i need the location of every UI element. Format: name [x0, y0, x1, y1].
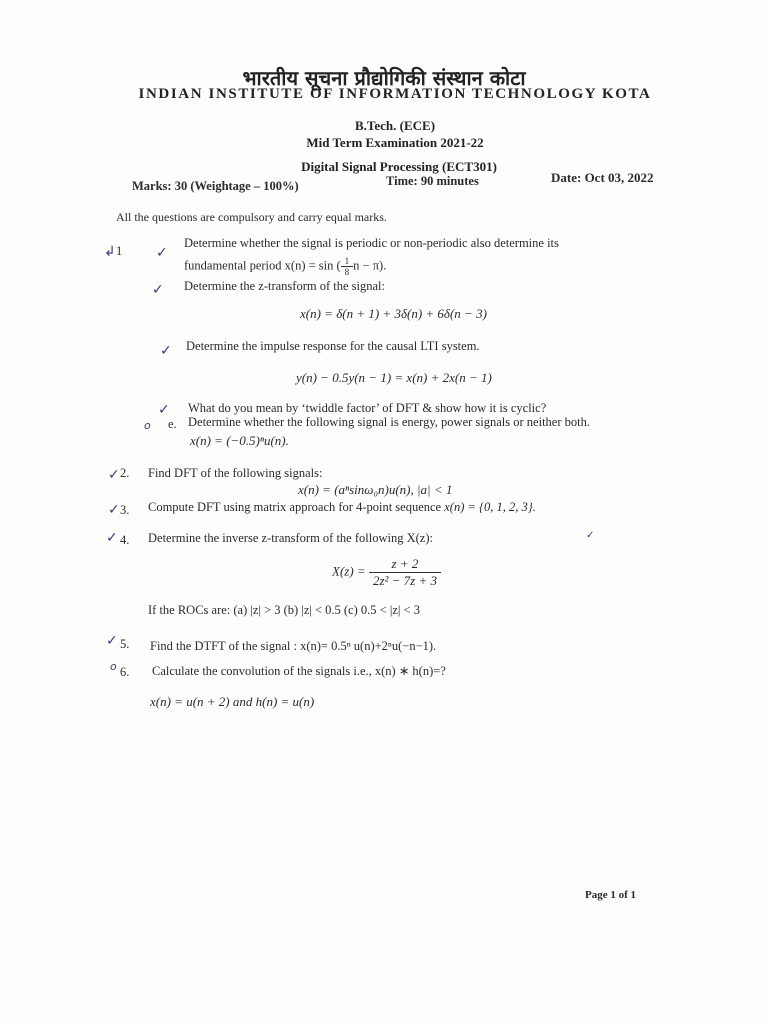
marks: Marks: 30 (Weightage – 100%)	[132, 179, 299, 193]
page-number: Page 1 of 1	[585, 889, 637, 901]
q2-text: Find DFT of the following signals:	[148, 466, 323, 480]
question-2-number: 2.	[120, 466, 130, 480]
q1c-equation: y(n) − 0.5y(n − 1) = x(n) + 2x(n − 1)	[296, 370, 492, 385]
instructions: All the questions are compulsory and carry equal marks.	[116, 210, 387, 224]
check-mark-icon: ✓	[108, 467, 120, 483]
question-3-number: 3.	[120, 503, 130, 517]
q5-text: Find the DTFT of the signal : x(n)= 0.5ⁿ u(n)+2ⁿu(−n−1).	[150, 639, 437, 653]
q1d-text: What do you mean by ‘twiddle factor’ of DFT & show how it is cyclic?	[188, 401, 547, 415]
hindi-title: भारतीय सूचना प्रौद्योगिकी संस्थान कोटा	[242, 66, 526, 90]
question-1-number: 1	[116, 244, 123, 258]
question-4-number: 4.	[120, 533, 130, 547]
q1b-equation: x(n) = δ(n + 1) + 3δ(n) + 6δ(n − 3)	[300, 306, 487, 321]
check-mark-icon: ✓	[158, 402, 170, 418]
q1c-text: Determine the impulse response for the causal LTI system.	[186, 339, 480, 353]
check-mark-icon: ✓	[160, 343, 172, 359]
circle-mark-icon: o	[110, 660, 117, 673]
pen-mark-icon: ✓	[586, 530, 595, 541]
exam-title: Mid Term Examination 2021-22	[306, 135, 484, 150]
time-allowed: Time: 90 minutes	[386, 174, 479, 188]
course-name: Digital Signal Processing (ECT301)	[301, 159, 497, 174]
q3-text: Compute DFT using matrix approach for 4-point sequence x(n) = {0, 1, 2, 3}.	[148, 500, 536, 514]
q2-equation: x(n) = (aⁿsinω₀n)u(n), |a| < 1	[298, 482, 453, 497]
q4-text: Determine the inverse z-transform of the following X(z):	[148, 531, 433, 545]
check-mark-icon: ↲	[104, 244, 116, 260]
check-mark-icon: ✓	[152, 282, 164, 298]
check-mark-icon: ✓	[156, 245, 168, 261]
q1b-text: Determine the z-transform of the signal:	[184, 279, 385, 293]
question-5-number: 5.	[120, 637, 130, 651]
question-6-number: 6.	[120, 665, 130, 679]
institute-name: INDIAN INSTITUTE OF INFORMATION TECHNOLOGY KOTA	[138, 86, 652, 102]
q1e-equation: x(n) = (−0.5)ⁿu(n).	[190, 433, 289, 448]
q1e-text: Determine whether the following signal is energy, power signals or neither both.	[188, 415, 590, 429]
check-mark-icon: ✓	[106, 633, 118, 649]
q1a-line1: Determine whether the signal is periodic or non-periodic also determine its	[184, 236, 559, 250]
q6-text: Calculate the convolution of the signals i.e., x(n) ∗ h(n)=?	[152, 664, 446, 678]
check-mark-icon: ✓	[108, 502, 120, 518]
q4-rocs: If the ROCs are: (a) |z| > 3 (b) |z| < 0.5 (c) 0.5 < |z| < 3	[148, 603, 420, 617]
q1a-line2: fundamental period x(n) = sin ( $\frac{1}{8}$ n − π).	[184, 256, 387, 277]
q6-equation: x(n) = u(n + 2) and h(n) = u(n)	[150, 694, 315, 709]
check-mark-icon: ✓	[106, 530, 118, 546]
q4-equation: X(z) = $\frac{z + 2}{\text{2z² − 7z + 3}}$	[332, 556, 441, 589]
circle-mark-icon: o	[144, 419, 151, 432]
q1e-label: e.	[168, 417, 177, 431]
program: B.Tech. (ECE)	[354, 118, 436, 133]
exam-date: Date: Oct 03, 2022	[551, 170, 654, 185]
